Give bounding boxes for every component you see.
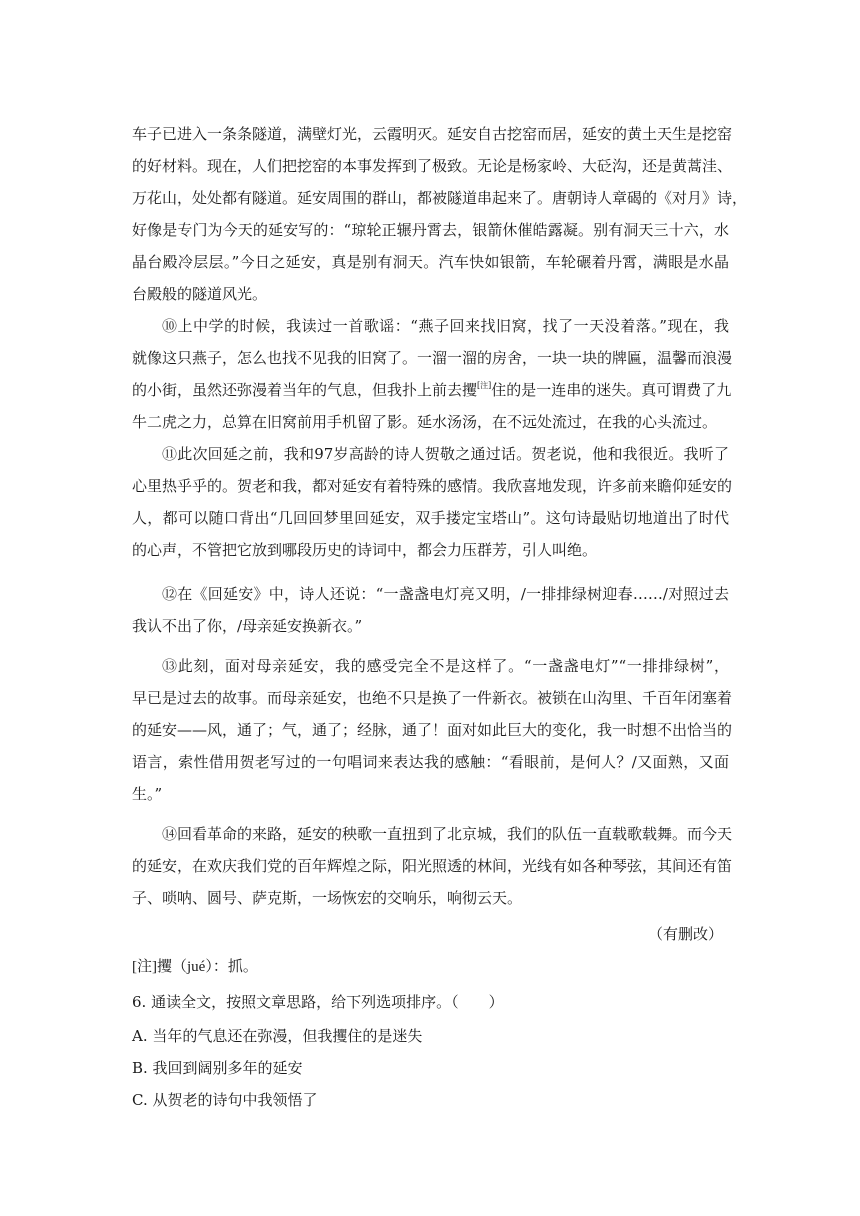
footnote-marker: [注]: [477, 381, 492, 390]
paragraph-11: [132, 438, 733, 566]
text-line: 台殿般的隧道风光。: [132, 285, 268, 303]
option-b[interactable]: B. 我回到阔别多年的延安: [132, 1059, 303, 1077]
paragraph-10: [132, 310, 733, 438]
option-c[interactable]: C. 从贺老的诗句中我领悟了: [132, 1091, 318, 1109]
text-line: 的延安——风，通了；气，通了；经脉，通了！面对如此巨大的变化，我一时想不出恰当的: [132, 721, 733, 739]
text-line: 的延安，在欢庆我们党的百年辉煌之际，阳光照透的林间，光线有如各种琴弦，其间还有笛: [132, 857, 733, 875]
text-line: 心里热乎乎的。贺老和我，都对延安有着特殊的感情。我欣喜地发现，许多前来瞻仰延安的: [132, 477, 733, 495]
text-run: 的小街，虽然还弥漫着当年的气息，但我扑上前去攫: [132, 381, 478, 399]
text-line: 就像这只燕子，怎么也找不见我的旧窝了。一溜一溜的房舍，一块一块的牌匾，温馨而浪漫: [132, 349, 733, 367]
question-stem: 6. 通读全文，按照文章思路，给下列选项排序。（ ）: [132, 993, 504, 1011]
text-run: 住的是一连串的迷失。真可谓费了九: [491, 381, 732, 399]
text-line: ⑩上中学的时候，我读过一首歌谣：“燕子回来找旧窝，找了一天没着落。”现在，我: [162, 317, 729, 335]
text-line: ⑭回看革命的来路，延安的秧歌一直扭到了北京城，我们的队伍一直载歌载舞。而今天: [162, 825, 733, 843]
text-line: ⑪此次回延之前，我和97岁高龄的诗人贺敬之通过话。贺老说，他和我很近。我听了: [162, 445, 729, 463]
text-line: ⑬此刻，面对母亲延安，我的感受完全不是这样了。“一盏盏电灯”“一排排绿树”，: [162, 657, 729, 675]
text-line: 牛二虎之力，总算在旧窝前用手机留了影。延水汤汤，在不远处流过，在我的心头流过。: [132, 413, 718, 431]
source-note: （有删改）: [647, 925, 723, 943]
text-line: 万花山，处处都有隧道。延安周围的群山，都被隧道串起来了。唐朝诗人章碣的《对月》诗，: [132, 189, 748, 207]
paragraph-13: [132, 650, 733, 810]
text-line: 的好材料。现在，人们把挖窑的本事发挥到了极致。无论是杨家岭、大砭沟，还是黄蒿洼、: [132, 157, 733, 175]
text-line: 语言，索性借用贺老写过的一句唱词来表达我的感触：“看眼前，是何人？/又面熟，又面: [132, 753, 729, 771]
text-line: 我认不出了你，/母亲延安换新衣。”: [132, 617, 363, 635]
text-line: 人，都可以随口背出“几回回梦里回延安，双手搂定宝塔山”。这句诗最贴切地道出了时代: [132, 509, 729, 527]
text-line: [132, 374, 732, 406]
text-line: 早已是过去的故事。而母亲延安，也绝不只是换了一件新衣。被锁在山沟里、千百年闭塞着: [132, 689, 733, 707]
footnote: [注]攫（jué）：抓。: [132, 959, 258, 975]
paragraph-14: [132, 818, 733, 914]
text-line: 的心声，不管把它放到哪段历史的诗词中，都会力压群芳，引人叫绝。: [132, 541, 598, 559]
text-line: 晶台殿冷层层。”今日之延安，真是别有洞天。汽车快如银箭，车轮碾着丹霄，满眼是水晶: [132, 253, 729, 271]
text-line: 车子已进入一条条隧道，满壁灯光，云霞明灭。延安自古挖窑而居，延安的黄土天生是挖窑: [132, 125, 733, 143]
text-line: 生。”: [132, 785, 163, 803]
paragraph-12: [132, 578, 729, 642]
option-a[interactable]: A. 当年的气息还在弥漫，但我攫住的是迷失: [132, 1027, 423, 1045]
text-line: 子、唢呐、圆号、萨克斯，一场恢宏的交响乐，响彻云天。: [132, 889, 523, 907]
text-line: ⑫在《回延安》中，诗人还说：“一盏盏电灯亮又明，/一排排绿树迎春……/对照过去: [162, 585, 729, 603]
paragraph-intro: [132, 118, 748, 310]
text-line: 好像是专门为今天的延安写的：“琼轮正辗丹霄去，银箭休催皓露凝。别有洞天三十六，水: [132, 221, 729, 239]
